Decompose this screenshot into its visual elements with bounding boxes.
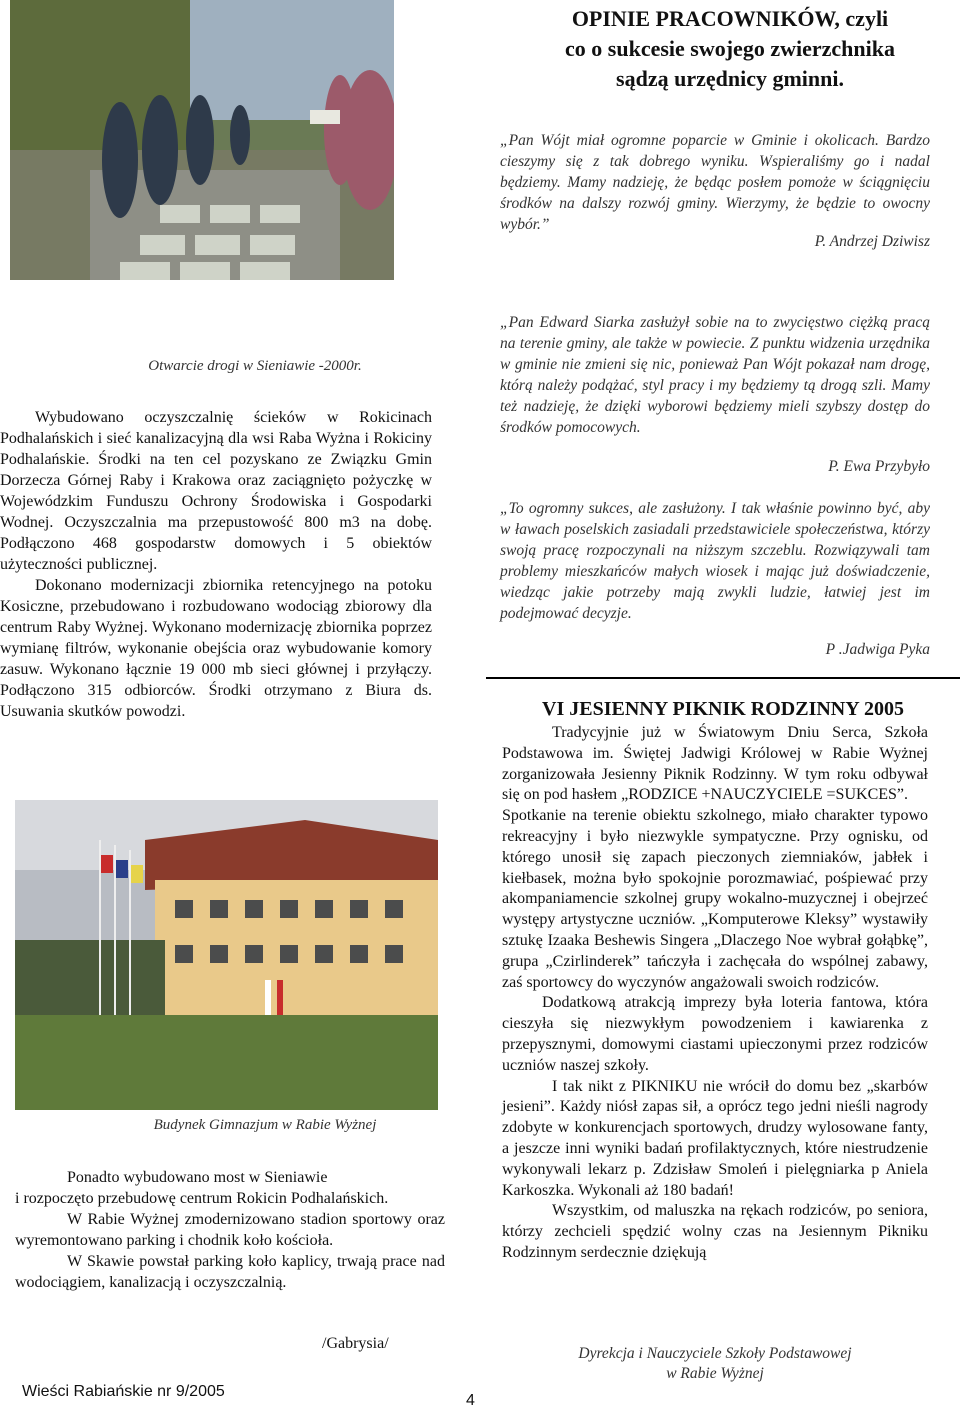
article-signature: /Gabrysia/ (322, 1335, 389, 1352)
title-line-1: OPINIE PRACOWNIKÓW, czyli (571, 6, 889, 31)
picnic-signature-line-2: w Rabie Wyżnej (666, 1365, 764, 1382)
opinion-2-text: „Pan Edward Siarka zasłużył sobie na to zwycięstwo ciężką pracą na terenie gminy, ale także w powiecie. Z punktu widzenia urzędnika w gminie nie zmieni się nic, ponieważ Pan Wójt pokazał nam drogę, którą należy podążać, styl pracy i my będziemy tą drogą szli. Mamy też nadzieję, że dzięki wyborowi będziemy mieli szybszy dostęp do środków pomocowych. (500, 314, 930, 436)
picnic-p5: Wszystkim, od maluszka na rękach rodziców, po seniora, którzy zechcieli spędzić wolny czas na Jesiennym Pikniku Rodzinnym serdecznie dziękują (502, 1202, 928, 1261)
left-bottom-p3: W Rabie Wyżnej zmodernizowano stadion sportowy oraz wyremontowano parking i chodnik koło kościoła. (15, 1211, 445, 1249)
picnic-p4: I tak nikt z PIKNIKU nie wrócił do domu bez „skarbów jesieni”. Każdy niósł zapas sił, a oprócz tego jedni nieśli nagrody zdobyte w konkurencjach sportowych, drudzy wylosowane fanty, a jeszcze inni wyniki badań profilaktycznych, które niestrudzenie wykonywali lekarz p. Zdzisław Smoleń i pielęgniarka p Aniela Karkoszka. Wykonali aż 180 badań! (502, 1077, 928, 1199)
section-divider (486, 677, 960, 679)
opinion-2-author: P. Ewa Przybyło (828, 458, 930, 475)
left-bottom-text (15, 1167, 445, 1293)
opinion-1-author: P. Andrzej Dziwisz (814, 233, 930, 250)
gymnasium-image (15, 800, 438, 1110)
picnic-p3: Dodatkową atrakcją imprezy była loteria fantowa, która cieszyła się niezwykłym powodzeniem i kawiarenka z przepysznymi, domowymi ciastami upieczonymi przez rodziców uczniów naszej szkoły. (502, 994, 928, 1074)
page-title (500, 4, 960, 94)
left-article (0, 407, 432, 722)
picnic-article (502, 723, 928, 1264)
picnic-signature (510, 1344, 920, 1384)
left-bottom-p2: i rozpoczęto przebudowę centrum Rokicin Podhalańskich. (15, 1190, 389, 1207)
left-bottom-p4: W Skawie powstał parking koło kaplicy, trwają prace nad wodociągiem, kanalizacją i oczyszczalnią. (15, 1253, 445, 1291)
photo2-caption: Budynek Gimnazjum w Rabie Wyżnej (153, 1117, 377, 1133)
page-number: 4 (466, 1392, 475, 1409)
opinion-1-text: „Pan Wójt miał ogromne poparcie w Gminie i okolicach. Bardzo cieszymy się z tak dobrego wyniku. Wspieraliśmy go i nadal będziemy. Mamy nadzieję, że będąc posłem pomoże w ściągnięciu środków na dalszy rozwój gminy. Wierzymy, że będzie to owocny wybór.” (500, 132, 930, 233)
road-opening-image (10, 0, 394, 280)
title-line-2: co o sukcesie swojego zwierzchnika (565, 36, 895, 61)
picnic-p2: Spotkanie na terenie obiektu szkolnego, miało charakter typowo rekreacyjny i było niezwykle sympatyczne. Przy ognisku, od którego unosił się zapach pieczonych ziemniaków, jabłek i kiełbasek, można było spokojnie porozmawiać, pośpiewać przy akompaniamencie szkolnej grupy wokalno-muzycznej i obejrzeć występy artystyczne uczniów. „Komputerowe Kleksy” wystawiły sztukę Izaaka Beshewis Singera „Dlaczego Noe wybrał gołąbkę”, grupa „Czirlinderek” tańczyła i zachęcała do wspólnej zabawy, zaś sportowcy do wyczynów angażowali swoich rodziców. (502, 807, 928, 991)
opinion-3-text: „To ogromny sukces, ale zasłużony. I tak właśnie powinno być, aby w ławach poselskich zasiadali przedstawiciele społeczeństwa, którzy swoją pracę rozpoczynali na niższym szczeblu. Rozwiązywali tam problemy mieszkańców małych wiosek i mając już doświadczenie, wiedząc jakie potrzeby mają zwykli ludzie, łatwiej jest im podejmować decyzje. (500, 500, 930, 622)
opinion-3-author: P .Jadwiga Pyka (825, 641, 930, 658)
left-bottom-p1: Ponadto wybudowano most w Sieniawie (67, 1169, 328, 1186)
picnic-title: VI JESIENNY PIKNIK RODZINNY 2005 (542, 698, 904, 720)
picnic-signature-line-1: Dyrekcja i Nauczyciele Szkoły Podstawowej (578, 1345, 852, 1362)
photo1-caption: Otwarcie drogi w Sieniawie -2000r. (148, 358, 362, 374)
left-paragraph-2: Dokonano modernizacji zbiornika retencyjnego na potoku Kosiczne, przebudowano i rozbudowano wodociąg zbiorowy dla centrum Raby Wyżnej. Wykonano modernizację zbiornika poprzez wymianę filtrów, wykonanie obejścia oraz wybudowanie komory zasuw. Wykonano łącznie 19 000 mb sieci głównej i przyłączy. Podłączono 315 odbiorców. Środki otrzymano z Biura ds. Usuwania skutków powodzi. (0, 577, 432, 720)
title-line-3: sądzą urzędnicy gminni. (616, 66, 844, 91)
picnic-p1: Tradycyjnie już w Światowym Dniu Serca, Szkoła Podstawowa im. Świętej Jadwigi Królowej w Rabie Wyżnej zorganizowała Jesienny Piknik Rodzinny. W tym roku odbywał się on pod hasłem „RODZICE +NAUCZYCIELE =SUKCES”. (502, 724, 928, 804)
footer-publication: Wieści Rabiańskie nr 9/2005 (22, 1383, 225, 1400)
left-paragraph-1: Wybudowano oczyszczalnię ścieków w Rokicinach Podhalańskich i sieć kanalizacyjną dla wsi Raba Wyżna i Rokiciny Podhalańskie. Środki na ten cel pozyskano ze Związku Gmin Dorzecza Górnej Raby i Krakowa oraz zaciągnięto pożyczkę w Wojewódzkim Funduszu Ochrony Środowiska i Gospodarki Wodnej. Oczyszczalnia ma przepustowość 800 m3 na dobę. Podłączono 468 gospodarstw domowych i 5 obiektów użyteczności publicznej. (0, 409, 432, 573)
photo-gymnasium (15, 800, 438, 1110)
photo-road-opening (10, 0, 394, 280)
